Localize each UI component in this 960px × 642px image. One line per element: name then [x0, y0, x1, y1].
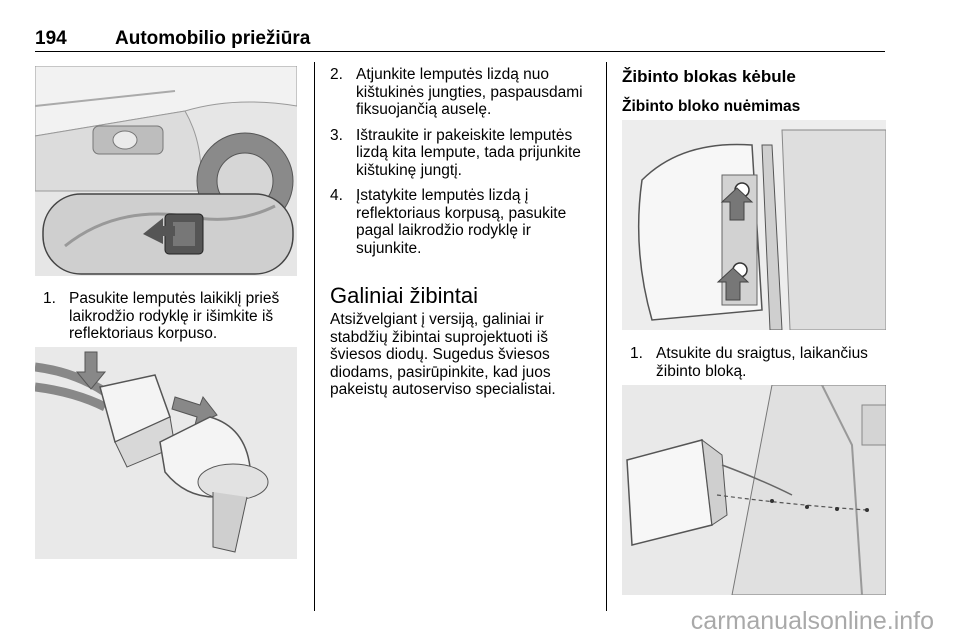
page-title: Automobilio priežiūra — [115, 28, 311, 49]
step-text: Ištraukite ir pakeiskite lemputės lizdą kita lempute, tada prijunkite kištukinę jungtį. — [356, 126, 581, 179]
step-number: 1. — [630, 345, 643, 362]
tail-light-removed-illustration — [622, 385, 886, 595]
tail-light-screws-illustration — [622, 120, 886, 330]
list-item — [330, 127, 595, 180]
list-item — [330, 66, 595, 119]
rear-lights-paragraph: Atsižvelgiant į versiją, galiniai ir stabdžių žibintai suprojektuoti iš šviesos diodų. Sugedus šviesos diodams, pasirūpinkite, kad juos pakeistų autoserviso specialistai. — [330, 311, 556, 398]
section-heading-light-unit: Žibinto blokas kėbule — [622, 67, 796, 86]
bulb-socket-illustration — [35, 347, 297, 559]
step-text: Atsukite du sraigtus, laikančius žibinto bloką. — [656, 345, 868, 380]
middle-steps-list — [330, 66, 595, 265]
step-number: 3. — [330, 126, 343, 144]
column-divider-left — [314, 62, 315, 611]
step-number: 2. — [330, 66, 343, 83]
watermark: carmanualsonline.info — [690, 607, 934, 635]
page-header — [35, 28, 885, 52]
section-heading-rear-lights: Galiniai žibintai — [330, 283, 478, 308]
sub-heading-removal: Žibinto bloko nuėmimas — [622, 98, 801, 115]
list-item — [330, 187, 595, 257]
step-number: 1. — [43, 290, 56, 307]
list-item — [43, 290, 305, 343]
page-number: 194 — [35, 28, 67, 49]
fog-lamp-illustration — [35, 66, 297, 276]
list-item — [630, 345, 886, 380]
step-text: Įstatykite lemputės lizdą į reflektoriaus korpusą, pasukite pagal laikrodžio rodyklę ir sujunkite. — [356, 187, 567, 257]
step-text: Atjunkite lemputės lizdą nuo kištukinės jungties, paspausdami fiksuojančią auselę. — [356, 66, 583, 118]
left-steps-list — [43, 290, 305, 351]
header-divider — [35, 51, 885, 52]
column-divider-right — [606, 62, 607, 611]
right-steps-list — [630, 345, 886, 388]
step-text: Pasukite lemputės laikiklį prieš laikrodžio rodyklę ir išimkite iš reflektoriaus korpuso. — [69, 290, 280, 342]
step-number: 4. — [330, 187, 343, 204]
